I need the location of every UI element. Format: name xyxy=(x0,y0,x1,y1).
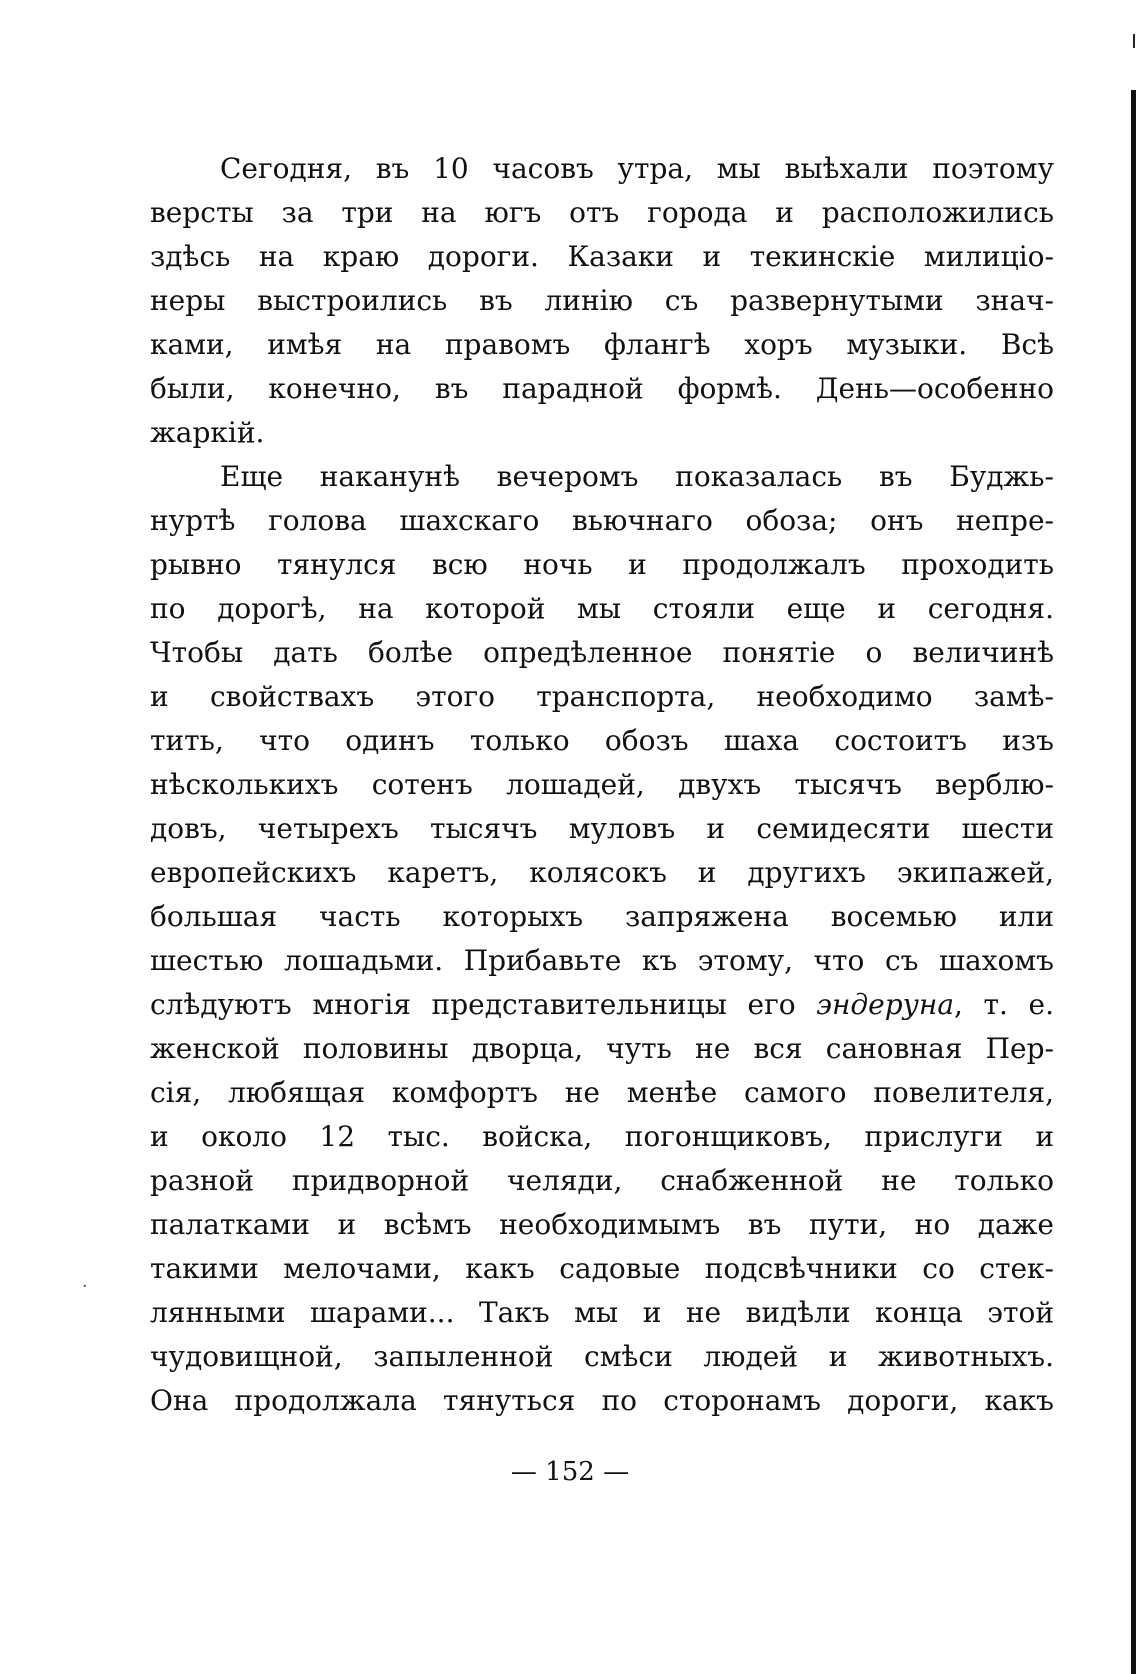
paragraph-1-line: неры выстроились въ линію съ развернутыми знач- xyxy=(150,284,1054,317)
paragraph-1-line: ками, имѣя на правомъ флангѣ хоръ музыки. Всѣ xyxy=(150,328,1054,361)
paragraph-2-line: такими мелочами, какъ садовые подсвѣчники со стек- xyxy=(150,1252,1054,1285)
scan-edge-tick xyxy=(1133,34,1135,48)
paragraph-1-line: Сегодня, въ 10 часовъ утра, мы выѣхали поэтому xyxy=(220,152,1054,185)
paragraph-2-line: и около 12 тыс. войска, погонщиковъ, прислуги и xyxy=(150,1120,1054,1153)
paragraph-1-line: версты за три на югъ отъ города и расположились xyxy=(150,196,1054,229)
paragraph-2-line-with-italic xyxy=(150,983,1054,1027)
paragraph-2-line: сія, любящая комфортъ не менѣе самого повелителя, xyxy=(150,1076,1054,1109)
paragraph-2-line: разной придворной челяди, снабженной не только xyxy=(150,1164,1054,1197)
paragraph-2-line: Она продолжала тянуться по сторонамъ дороги, какъ xyxy=(150,1384,1054,1417)
paragraph-2-line: рывно тянулся всю ночь и продолжалъ проходить xyxy=(150,548,1054,581)
paragraph-2-line-end: , т. е. xyxy=(954,988,1054,1021)
body-text xyxy=(150,147,1054,1423)
paragraph-2-line: европейскихъ каретъ, колясокъ и другихъ экипажей, xyxy=(150,856,1054,889)
scan-edge-line xyxy=(1131,90,1136,1674)
paragraph-2-line: шестью лошадьми. Прибавьте къ этому, что съ шахомъ xyxy=(150,944,1054,977)
paragraph-2-line: большая часть которыхъ запряжена восемью или xyxy=(150,900,1054,933)
paragraph-2-line: Чтобы дать болѣе опредѣленное понятіе о величинѣ xyxy=(150,636,1054,669)
paragraph-2-line: нѣсколькихъ сотенъ лошадей, двухъ тысячъ верблю- xyxy=(150,768,1054,801)
paragraph-2-line: и свойствахъ этого транспорта, необходимо замѣ- xyxy=(150,680,1054,713)
paragraph-2-line-start: слѣдуютъ многія представительницы его xyxy=(150,988,817,1021)
paragraph-2-line: чудовищной, запыленной смѣси людей и животныхъ. xyxy=(150,1340,1054,1373)
paragraph-2-line: женской половины дворца, чуть не вся сановная Пер- xyxy=(150,1032,1054,1065)
paragraph-2-line: Еще наканунѣ вечеромъ показалась въ Буджь- xyxy=(220,460,1054,493)
paragraph-2-line: нуртѣ голова шахскаго вьючнаго обоза; онъ непре- xyxy=(150,504,1054,537)
italic-term: эндеруна xyxy=(816,988,955,1021)
paragraph-2-line: лянными шарами... Такъ мы и не видѣли конца этой xyxy=(150,1296,1054,1329)
paragraph-2-line: тить, что одинъ только обозъ шаха состоитъ изъ xyxy=(150,724,1054,757)
paragraph-1-line: были, конечно, въ парадной формѣ. День—особенно xyxy=(150,372,1054,405)
paragraph-2-line: по дорогѣ, на которой мы стояли еще и сегодня. xyxy=(150,592,1054,625)
paragraph-1-line: здѣсь на краю дороги. Казаки и текинскіе милиціо- xyxy=(150,240,1054,273)
stray-mark: · xyxy=(82,1276,88,1297)
page-number: — 152 — xyxy=(510,1457,630,1487)
paragraph-2-line: довъ, четырехъ тысячъ муловъ и семидесяти шести xyxy=(150,812,1054,845)
paragraph-1-line: жаркій. xyxy=(150,416,265,449)
paragraph-2-line: палатками и всѣмъ необходимымъ въ пути, но даже xyxy=(150,1208,1054,1241)
